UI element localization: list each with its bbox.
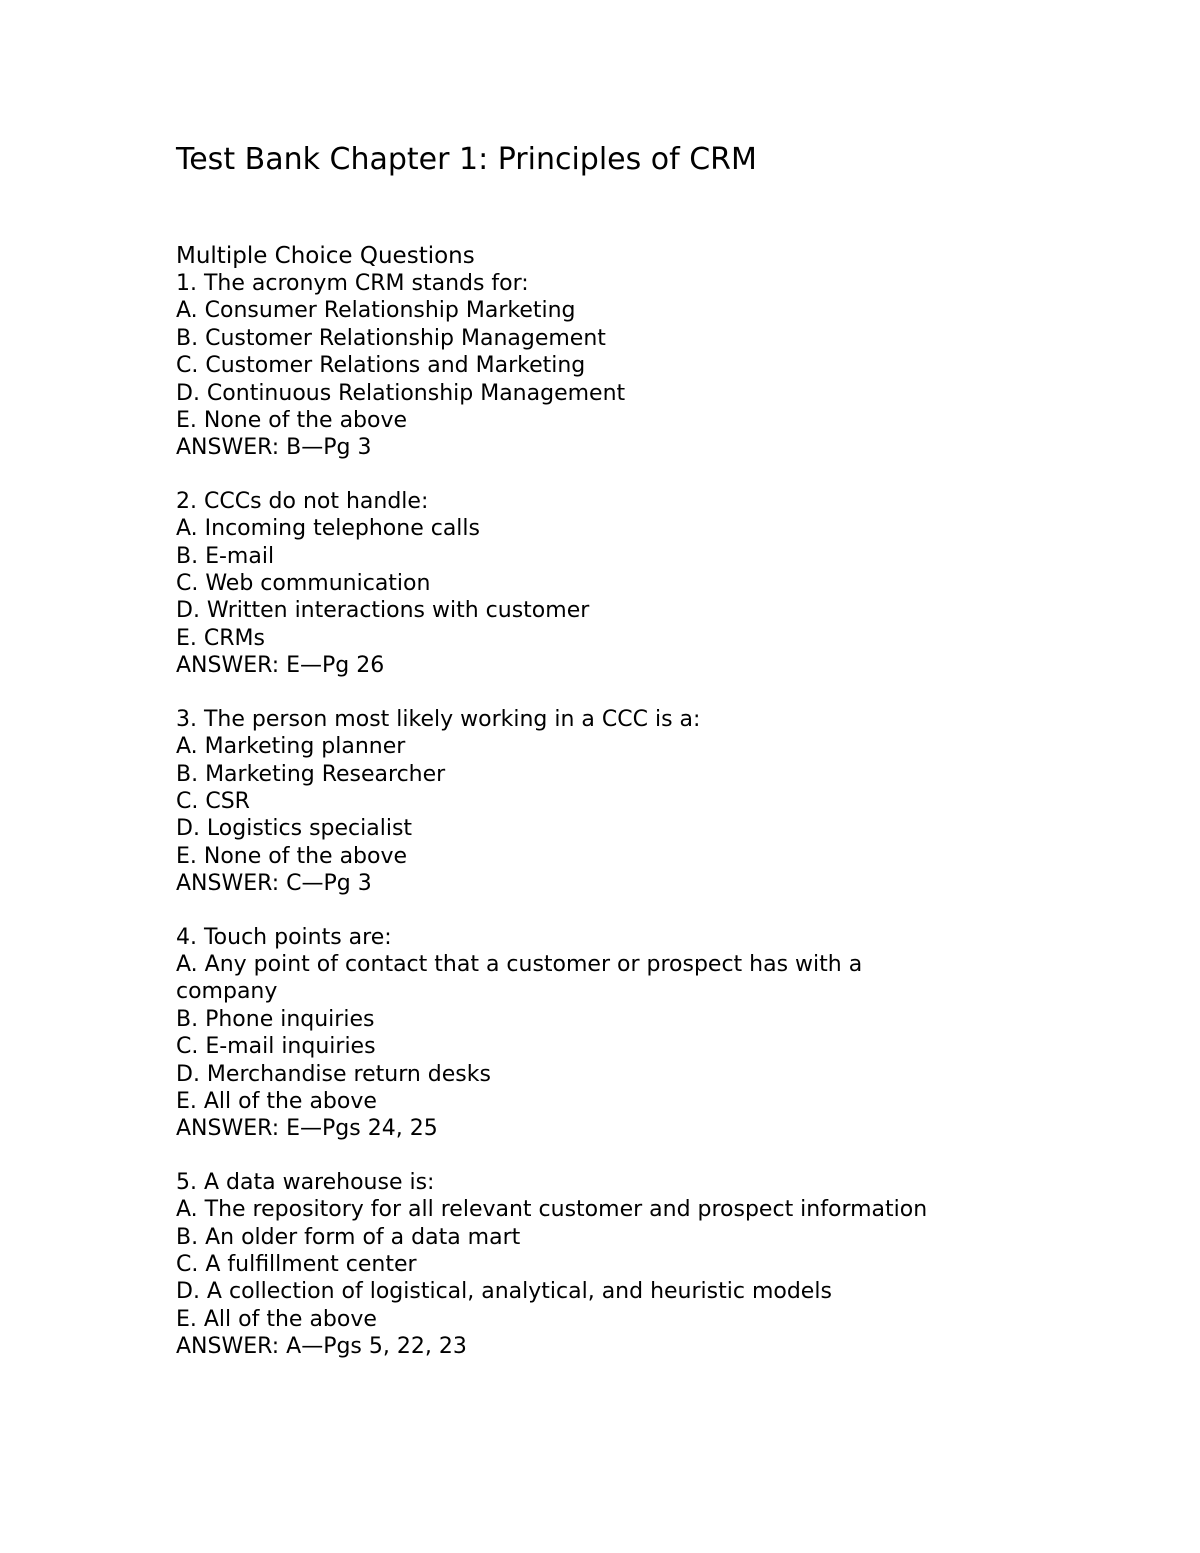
question-prompt: 4. Touch points are:	[176, 924, 392, 950]
answer-option: E. All of the above	[176, 1306, 377, 1332]
answer-key: ANSWER: E—Pgs 24, 25	[176, 1116, 438, 1142]
question-prompt: 2. CCCs do not handle:	[176, 488, 429, 514]
answer-option: A. Incoming telephone calls	[176, 516, 480, 542]
answer-option: B. An older form of a data mart	[176, 1224, 521, 1250]
answer-option: C. Customer Relations and Marketing	[176, 353, 586, 379]
answer-option: D. Merchandise return desks	[176, 1061, 491, 1087]
question-5	[176, 1169, 1136, 1361]
answer-option: E. None of the above	[176, 843, 408, 869]
answer-option: C. E-mail inquiries	[176, 1034, 376, 1060]
answer-option: B. Customer Relationship Management	[176, 325, 606, 351]
answer-option: D. Continuous Relationship Management	[176, 380, 626, 406]
question-prompt: 3. The person most likely working in a CCC is a:	[176, 706, 701, 732]
answer-option: D. Logistics specialist	[176, 816, 413, 842]
answer-key: ANSWER: E—Pg 26	[176, 653, 385, 679]
answer-option: E. CRMs	[176, 625, 265, 651]
answer-option: E. None of the above	[176, 408, 408, 434]
answer-option: B. Marketing Researcher	[176, 761, 446, 787]
answer-option: E. All of the above	[176, 1088, 377, 1114]
answer-option: C. CSR	[176, 788, 250, 814]
answer-key: ANSWER: B—Pg 3	[176, 435, 372, 461]
question-prompt: 1. The acronym CRM stands for:	[176, 271, 529, 296]
answer-option: C. A fulfillment center	[176, 1252, 417, 1277]
answer-option: D. Written interactions with customer	[176, 598, 590, 624]
answer-option: A. Marketing planner	[176, 734, 406, 760]
answer-option: A. Any point of contact that a customer or prospect has with a company	[176, 951, 863, 1005]
answer-option: B. Phone inquiries	[176, 1006, 375, 1032]
answer-option: C. Web communication	[176, 571, 431, 597]
document-body	[176, 140, 1136, 1361]
question-4	[176, 924, 1136, 1143]
section-title: Multiple Choice Questions	[176, 243, 475, 269]
answer-option: B. E-mail	[176, 543, 275, 569]
document-title: Test Bank Chapter 1: Principles of CRM	[176, 142, 757, 177]
question-1	[176, 270, 1136, 462]
question-prompt: 5. A data warehouse is:	[176, 1169, 435, 1195]
question-2	[176, 488, 1136, 680]
answer-option: A. The repository for all relevant customer and prospect information	[176, 1197, 928, 1223]
answer-option: A. Consumer Relationship Marketing	[176, 298, 576, 324]
answer-option: D. A collection of logistical, analytical, and heuristic models	[176, 1279, 832, 1305]
answer-key: ANSWER: C—Pg 3	[176, 871, 372, 897]
question-3	[176, 706, 1136, 898]
answer-key: ANSWER: A—Pgs 5, 22, 23	[176, 1334, 467, 1360]
